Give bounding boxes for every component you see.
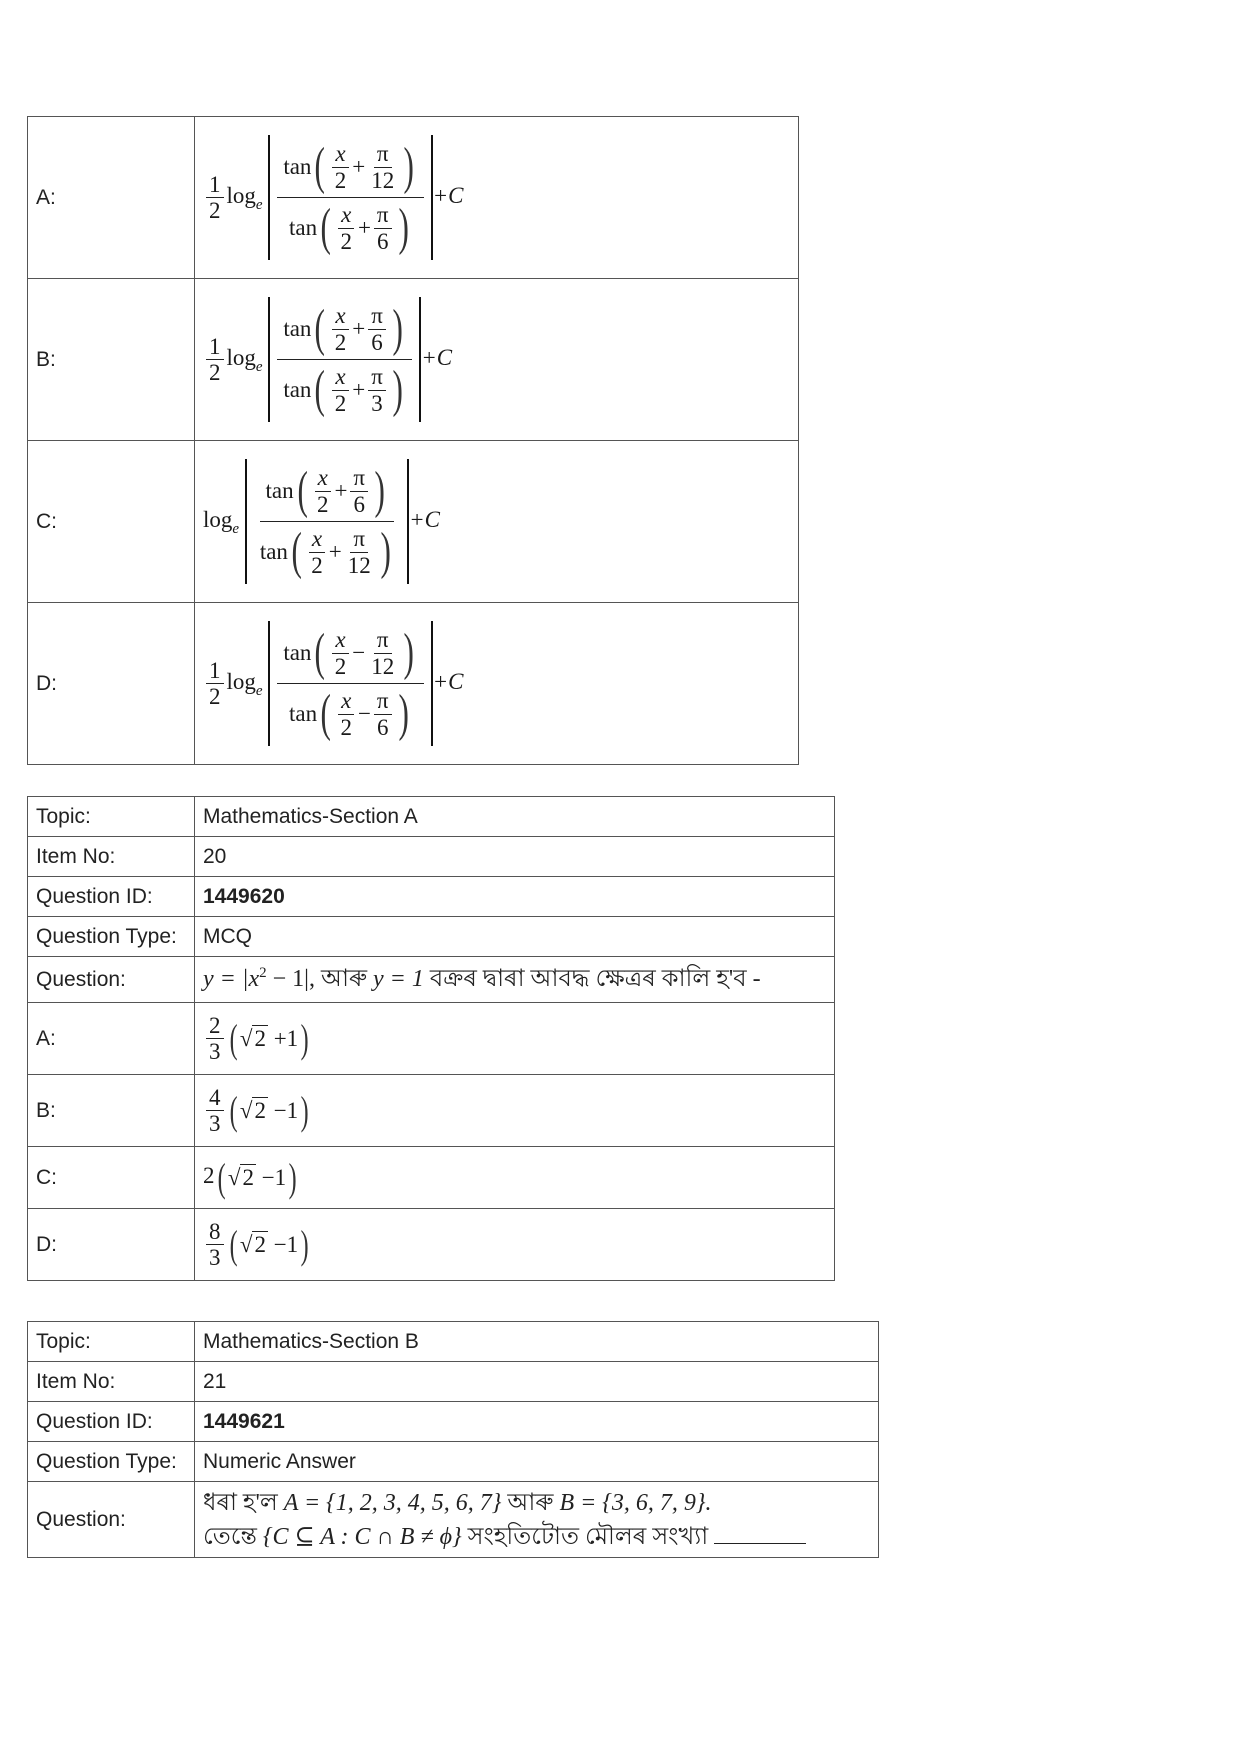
option-row-b bbox=[28, 1075, 835, 1147]
question-row bbox=[28, 1482, 879, 1558]
meta-label: Question: bbox=[28, 1482, 195, 1558]
option-label: A: bbox=[28, 1003, 195, 1075]
option-row-d bbox=[28, 1209, 835, 1281]
meta-label: Question Type: bbox=[28, 917, 195, 957]
options-table-prev bbox=[27, 116, 799, 765]
question-type-value: Numeric Answer bbox=[195, 1442, 879, 1482]
option-row-a bbox=[28, 1003, 835, 1075]
meta-row bbox=[28, 1442, 879, 1482]
meta-label: Topic: bbox=[28, 797, 195, 837]
option-b-formula: $\frac{1}{2}$ $\log_e$ tan ( $\frac{x}{2}$ + $\frac{\pi}{6}$ ) tan ( $\frac{x}{2}$ + $\frac{\pi}{3}$ ) +C bbox=[195, 279, 799, 441]
question-row bbox=[28, 957, 835, 1003]
question-table-21 bbox=[27, 1321, 879, 1558]
question-text: $y = |x^2 - 1|$, আৰু y = 1 বক্ৰৰ দ্বাৰা আবদ্ধ ক্ষেত্ৰৰ কালি হ'ব - bbox=[195, 957, 835, 1003]
option-label: B: bbox=[28, 1075, 195, 1147]
option-label: B: bbox=[28, 279, 195, 441]
question-id-value: 1449621 bbox=[195, 1402, 879, 1442]
meta-label: Item No: bbox=[28, 837, 195, 877]
meta-label: Question Type: bbox=[28, 1442, 195, 1482]
meta-label: Question ID: bbox=[28, 1402, 195, 1442]
option-c-formula: 2 ( √ 2 −1 ) bbox=[195, 1147, 835, 1209]
meta-row bbox=[28, 797, 835, 837]
question-type-value: MCQ bbox=[195, 917, 835, 957]
meta-row bbox=[28, 1322, 879, 1362]
option-label: A: bbox=[28, 117, 195, 279]
meta-row bbox=[28, 837, 835, 877]
option-row-a bbox=[28, 117, 799, 279]
meta-row bbox=[28, 1402, 879, 1442]
option-a-formula: $\frac{1}{2}$ $\log_e$ tan ( $\frac{x}{2}$ + $\frac{\pi}{12}$ ) tan ( $\frac{x}{2}$ + $\frac{\pi}{6}$ ) +C bbox=[195, 117, 799, 279]
item-no-value: 21 bbox=[195, 1362, 879, 1402]
question-text: ধৰা হ'ল A = {1, 2, 3, 4, 5, 6, 7} আৰু B = {3, 6, 7, 9}. তেন্তে {C ⊆ A : C ∩ B ≠ ϕ} সংহতিটোত মৌলৰ সংখ্যা bbox=[195, 1482, 879, 1558]
option-label: C: bbox=[28, 441, 195, 603]
meta-label: Item No: bbox=[28, 1362, 195, 1402]
meta-label: Question: bbox=[28, 957, 195, 1003]
meta-row bbox=[28, 877, 835, 917]
meta-label: Topic: bbox=[28, 1322, 195, 1362]
question-id-value: 1449620 bbox=[195, 877, 835, 917]
option-row-c bbox=[28, 1147, 835, 1209]
option-row-b bbox=[28, 279, 799, 441]
option-label: D: bbox=[28, 1209, 195, 1281]
meta-label: Question ID: bbox=[28, 877, 195, 917]
item-no-value: 20 bbox=[195, 837, 835, 877]
option-label: C: bbox=[28, 1147, 195, 1209]
option-label: D: bbox=[28, 603, 195, 765]
question-table-20 bbox=[27, 796, 835, 1281]
meta-row bbox=[28, 1362, 879, 1402]
option-b-formula: $\frac{4}{3}$ ( √ 2 −1 ) bbox=[195, 1075, 835, 1147]
answer-blank bbox=[714, 1543, 806, 1544]
option-a-formula: $\frac{2}{3}$ ( √ 2 +1 ) bbox=[195, 1003, 835, 1075]
option-d-formula: $\frac{1}{2}$ $\log_e$ tan ( $\frac{x}{2}$ − $\frac{\pi}{12}$ ) tan ( $\frac{x}{2}$ − $\frac{\pi}{6}$ ) +C bbox=[195, 603, 799, 765]
option-d-formula: $\frac{8}{3}$ ( √ 2 −1 ) bbox=[195, 1209, 835, 1281]
option-row-d bbox=[28, 603, 799, 765]
option-c-formula: $\log_e$ tan ( $\frac{x}{2}$ + $\frac{\pi}{6}$ ) tan ( $\frac{x}{2}$ + $\frac{\pi}{12}$ ) +C bbox=[195, 441, 799, 603]
topic-value: Mathematics-Section B bbox=[195, 1322, 879, 1362]
topic-value: Mathematics-Section A bbox=[195, 797, 835, 837]
option-row-c bbox=[28, 441, 799, 603]
meta-row bbox=[28, 917, 835, 957]
